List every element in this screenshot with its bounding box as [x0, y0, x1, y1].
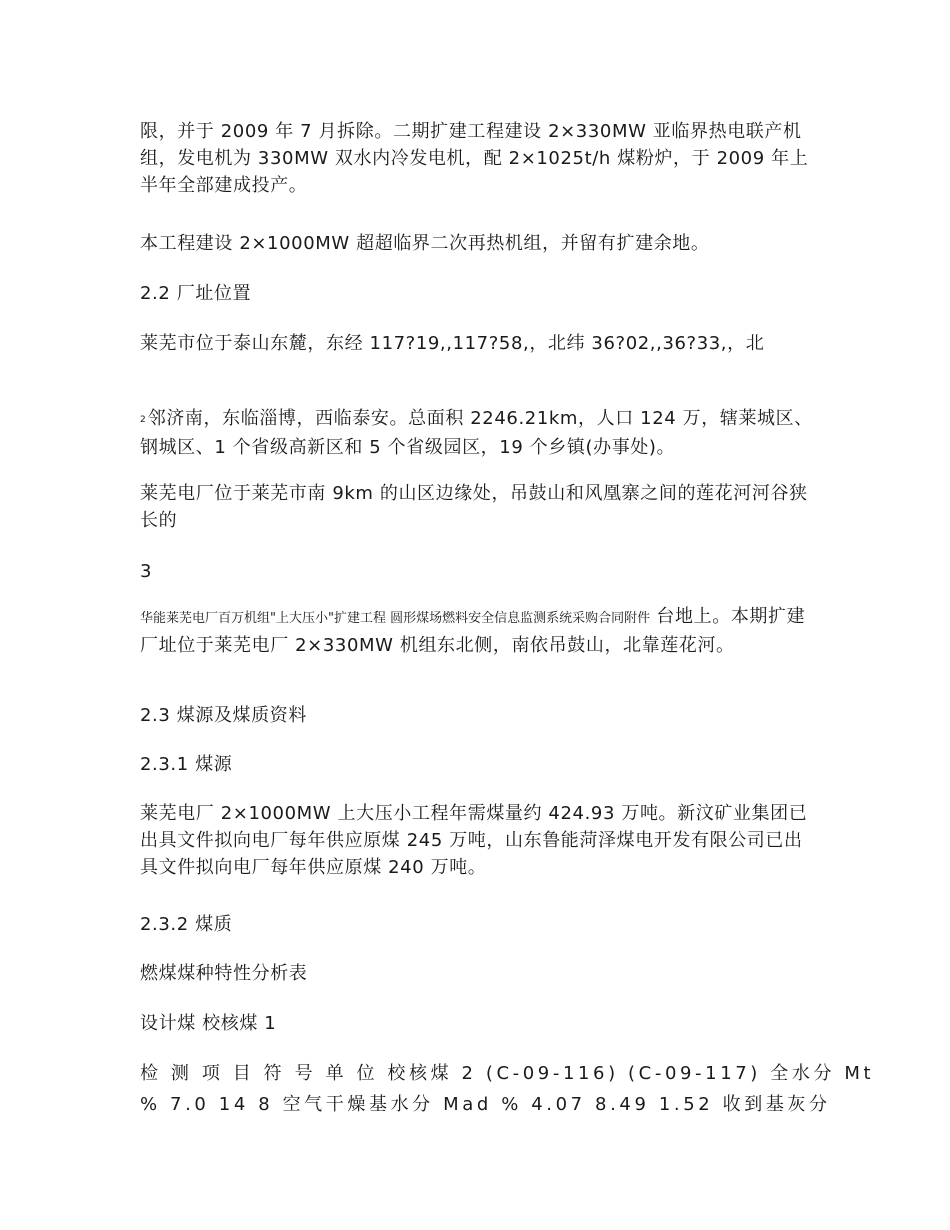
- heading-coal-source-quality: 2.3 煤源及煤质资料: [140, 705, 307, 726]
- paragraph-project-scope: 本工程建设 2×1000MW 超超临界二次再热机组，并留有扩建余地。: [140, 233, 710, 254]
- footer-title: 华能莱芜电厂百万机组"上大压小"扩建工程 圆形煤场燃料安全信息监测系统采购合同附件: [140, 611, 651, 626]
- superscript-mark: 2: [140, 415, 146, 425]
- table-caption: 燃煤煤种特性分析表: [140, 963, 308, 984]
- paragraph-plant-history: 限，并于 2009 年 7 月拆除。二期扩建工程建设 2×330MW 亚临界热电联产机组，发电机为 330MW 双水内冷发电机，配 2×1025t/h 煤粉炉，于 2009 年上半年全部建成投产。: [140, 121, 809, 196]
- table-flattened-row-2: % 7.0 14 8 空气干燥基水分 Mad % 4.07 8.49 1.52 收到基灰分: [140, 1094, 831, 1115]
- heading-site-location: 2.2 厂址位置: [140, 283, 252, 304]
- heading-coal-quality: 2.3.2 煤质: [140, 914, 233, 935]
- page-number: 3: [140, 561, 153, 582]
- table-flattened-row-1: 检 测 项 目 符 号 单 位 校核煤 2 (C-09-116) (C-09-117) 全水分 Mt: [140, 1063, 875, 1084]
- table-header-coal-types: 设计煤 校核煤 1: [140, 1013, 277, 1034]
- paragraph-city-coordinates: 莱芜市位于泰山东麓，东经 117?19,,117?58,，北纬 36?02,,36?33,，北: [140, 333, 765, 354]
- paragraph-city-neighbors: [140, 405, 820, 461]
- paragraph-site-terrace: [140, 603, 820, 659]
- heading-coal-source: 2.3.1 煤源: [140, 754, 233, 775]
- paragraph-plant-location: 莱芜电厂位于莱芜市南 9km 的山区边缘处，吊鼓山和风凰寨之间的莲花河河谷狭长的: [140, 483, 808, 531]
- paragraph-site-terrace-text: 台地上。本期扩建厂址位于莱芜电厂 2×330MW 机组东北侧，南依吊鼓山，北靠莲花河。: [140, 606, 806, 656]
- paragraph-city-neighbors-text: 邻济南，东临淄博，西临泰安。总面积 2246.21km，人口 124 万，辖莱城区、钢城区、1 个省级高新区和 5 个省级园区，19 个乡镇(办事处)。: [140, 408, 813, 458]
- paragraph-coal-demand: 莱芜电厂 2×1000MW 上大压小工程年需煤量约 424.93 万吨。新汶矿业集团已出具文件拟向电厂每年供应原煤 245 万吨，山东鲁能菏泽煤电开发有限公司已出具文件拟向电厂每年供应原煤 240 万吨。: [140, 803, 808, 878]
